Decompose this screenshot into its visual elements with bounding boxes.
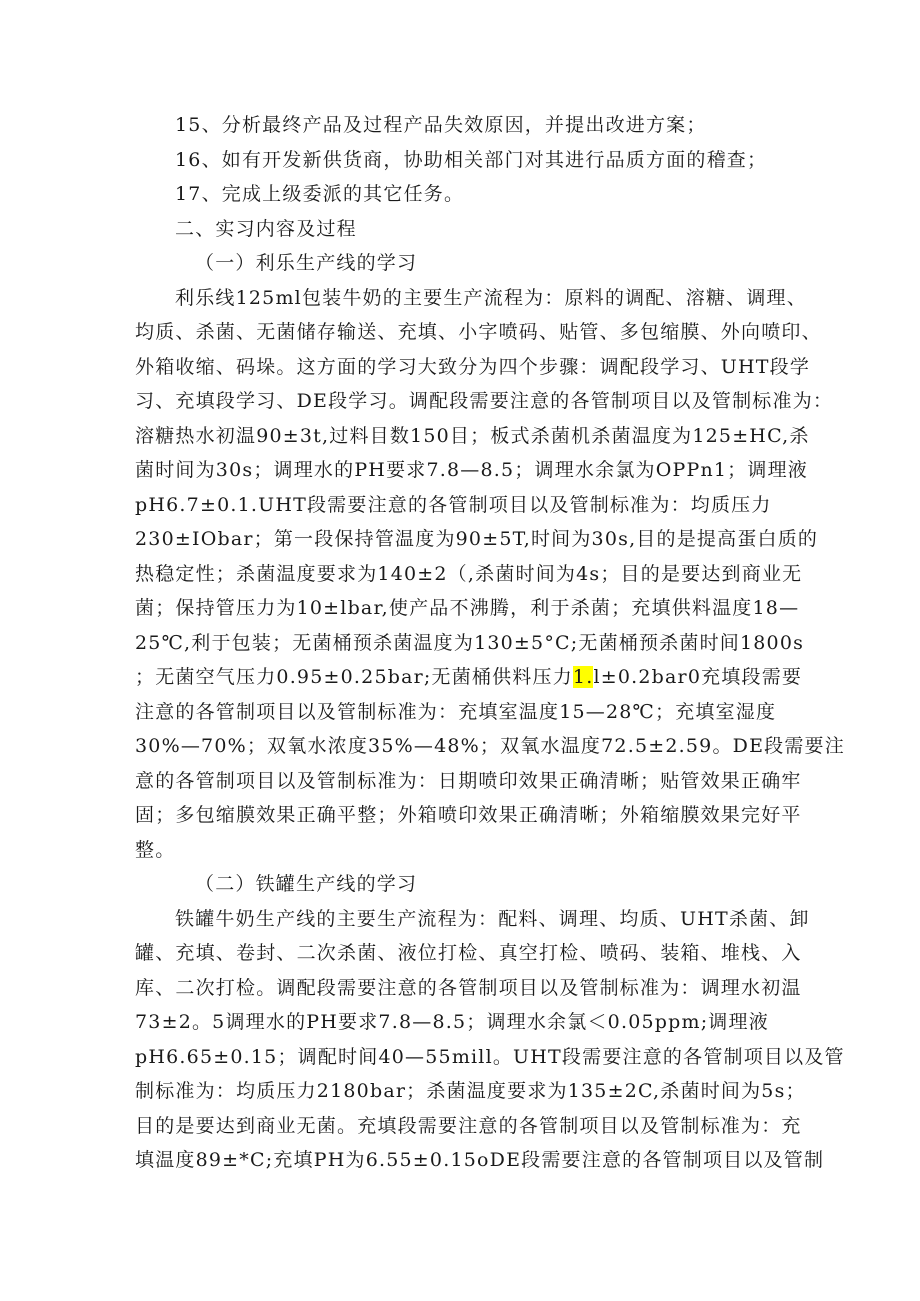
line-text: ；无菌空气压力0.95±0.25bar;无菌桶供料压力 <box>135 666 573 688</box>
paragraph-line: 整。 <box>135 838 176 861</box>
paragraph-line: 均质、杀菌、无菌储存输送、充填、小字喷码、贴管、多包缩膜、外向喷印、 <box>135 321 822 343</box>
paragraph-line: 30%—70%；双氧水浓度35%—48%；双氧水温度72.5±2.59。DE段需要注 <box>135 735 845 757</box>
list-item: 15、分析最终产品及过程产品失效原因，并提出改进方案； <box>175 114 707 136</box>
section-heading: 二、实习内容及过程 <box>175 217 357 240</box>
paragraph-line <box>135 660 803 695</box>
highlighted-text: 1. <box>572 666 594 688</box>
paragraph-line: 意的各管制项目以及管制标准为：日期喷印效果正确清晰；贴管效果正确牢 <box>135 769 802 792</box>
paragraph-line: 目的是要达到商业无菌。充填段需要注意的各管制项目以及管制标准为：充 <box>135 1114 802 1137</box>
paragraph-line: 注意的各管制项目以及管制标准为：充填室温度15—28℃；充填室湿度 <box>135 700 777 723</box>
paragraph-line: 铁罐牛奶生产线的主要生产流程为：配料、调理、均质、UHT杀菌、卸 <box>175 907 810 930</box>
paragraph-line: 利乐线125ml包装牛奶的主要生产流程为：原料的调配、溶糖、调理、 <box>175 286 807 309</box>
paragraph-line: 习、充填段学习、DE段学习。调配段需要注意的各管制项目以及管制标准为： <box>135 390 834 412</box>
paragraph-line: 菌；保持管压力为10±lbar,使产品不沸腾，利于杀菌；充填供料温度18— <box>135 597 800 619</box>
subsection-heading: （二）铁罐生产线的学习 <box>195 873 418 895</box>
paragraph-line: 罐、充填、卷封、二次杀菌、液位打检、真空打检、喷码、装箱、堆栈、入 <box>135 942 802 964</box>
paragraph-line: 230±IObar；第一段保持管温度为90±5T,时间为30s,目的是提高蛋白质的 <box>135 528 819 550</box>
paragraph-line: 库、二次打检。调配段需要注意的各管制项目以及管制标准为：调理水初温 <box>135 976 802 999</box>
line-text: l±0.2bar0充填段需要 <box>593 666 803 688</box>
list-item: 17、完成上级委派的其它任务。 <box>175 183 465 205</box>
document-body <box>135 108 845 1178</box>
paragraph-line: 73±2。5调理水的PH要求7.8—8.5；调理水余氯＜0.05ppm;调理液 <box>135 1011 769 1033</box>
paragraph-line: 25℃,利于包装；无菌桶预杀菌温度为130±5°C;无菌桶预杀菌时间1800s <box>135 631 805 654</box>
paragraph-line: 固；多包缩膜效果正确平整；外箱喷印效果正确清晰；外箱缩膜效果完好平 <box>135 804 802 826</box>
paragraph-line: 热稳定性；杀菌温度要求为140±2（,杀菌时间为4s；目的是要达到商业无 <box>135 562 803 585</box>
paragraph-line: pH6.65±0.15；调配时间40—55mill。UHT段需要注意的各管制项目以及管 <box>135 1045 845 1068</box>
list-item: 16、如有开发新供货商，协助相关部门对其进行品质方面的稽查； <box>175 148 768 171</box>
paragraph-line: 填温度89±*C;充填PH为6.55±0.15oDE段需要注意的各管制项目以及管制 <box>135 1149 825 1171</box>
paragraph-line: 溶糖热水初温90±3t,过料目数150目；板式杀菌机杀菌温度为125±HC,杀 <box>135 424 810 447</box>
paragraph-line: 外箱收缩、码垛。这方面的学习大致分为四个步骤：调配段学习、UHT段学 <box>135 355 811 378</box>
paragraph-line: 菌时间为30s；调理水的PH要求7.8—8.5；调理水余氯为OPPn1；调理液 <box>135 459 808 481</box>
paragraph-line: 制标准为：均质压力2180bar；杀菌温度要求为135±2C,杀菌时间为5s； <box>135 1080 806 1102</box>
paragraph-line: pH6.7±0.1.UHT段需要注意的各管制项目以及管制标准为：均质压力 <box>135 493 772 516</box>
subsection-heading: （一）利乐生产线的学习 <box>195 252 418 274</box>
